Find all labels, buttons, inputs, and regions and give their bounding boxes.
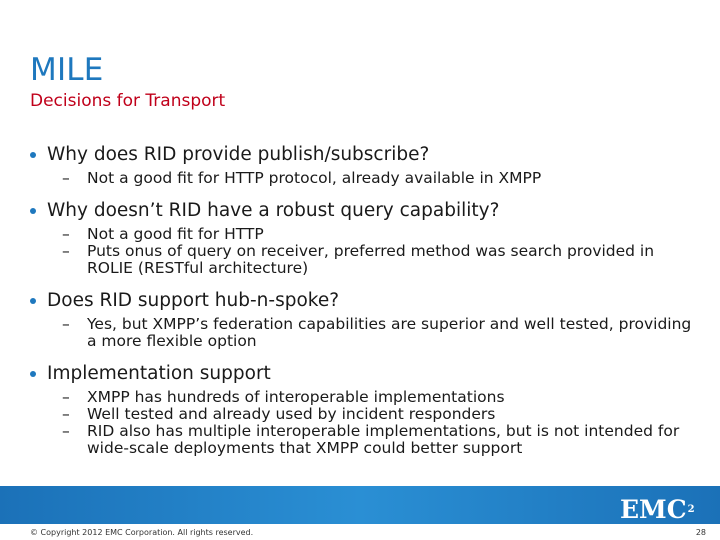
bullet-dot-icon xyxy=(30,298,36,304)
bullet-group xyxy=(30,362,700,457)
sub-bullet-text: Puts onus of query on receiver, preferred method was search provided in ROLIE (RESTful architecture) xyxy=(87,242,655,277)
sub-bullet-list xyxy=(62,226,700,277)
bullet-text: Why does RID provide publish/subscribe? xyxy=(47,144,430,165)
sub-bullet-item xyxy=(62,226,700,243)
sub-bullet-list xyxy=(62,316,700,350)
dash-icon: – xyxy=(62,169,70,187)
bullet-text: Implementation support xyxy=(47,363,271,384)
dash-icon: – xyxy=(62,225,70,243)
bullet-item xyxy=(30,199,700,223)
dash-icon: – xyxy=(62,388,70,406)
sub-bullet-item xyxy=(62,243,700,277)
sub-bullet-item xyxy=(62,170,700,187)
sub-bullet-list xyxy=(62,389,700,457)
sub-bullet-item xyxy=(62,423,700,457)
bullet-item xyxy=(30,143,700,167)
slide-title: MILE xyxy=(30,52,104,88)
slide-subtitle: Decisions for Transport xyxy=(30,91,226,111)
logo-text: EMC xyxy=(620,495,687,524)
copyright-notice: © Copyright 2012 EMC Corporation. All rights reserved. xyxy=(30,528,254,537)
sub-bullet-item xyxy=(62,389,700,406)
page-number: 28 xyxy=(695,528,706,537)
sub-bullet-text: Well tested and already used by incident responders xyxy=(87,405,496,423)
sub-bullet-text: Not a good fit for HTTP protocol, already available in XMPP xyxy=(87,169,542,187)
dash-icon: – xyxy=(62,422,70,440)
dash-icon: – xyxy=(62,315,70,333)
bullet-dot-icon xyxy=(30,208,36,214)
bullet-text: Why doesn’t RID have a robust query capability? xyxy=(47,200,500,221)
dash-icon: – xyxy=(62,405,70,423)
sub-bullet-text: Not a good fit for HTTP xyxy=(87,225,264,243)
bullet-group xyxy=(30,143,700,187)
sub-bullet-text: XMPP has hundreds of interoperable implementations xyxy=(87,388,505,406)
bullet-item xyxy=(30,362,700,386)
bullet-group xyxy=(30,289,700,350)
emc-logo xyxy=(620,495,695,524)
bullet-text: Does RID support hub-n-spoke? xyxy=(47,290,340,311)
logo-superscript: 2 xyxy=(687,504,695,515)
sub-bullet-text: Yes, but XMPP’s federation capabilities are superior and well tested, providing a more flexible option xyxy=(87,315,692,350)
sub-bullet-item xyxy=(62,406,700,423)
slide-content xyxy=(30,143,700,469)
dash-icon: – xyxy=(62,242,70,260)
sub-bullet-item xyxy=(62,316,700,350)
bullet-item xyxy=(30,289,700,313)
bullet-dot-icon xyxy=(30,152,36,158)
sub-bullet-text: RID also has multiple interoperable implementations, but is not intended for wide-scale deployments that XMPP could better support xyxy=(87,422,680,457)
sub-bullet-list xyxy=(62,170,700,187)
bullet-dot-icon xyxy=(30,371,36,377)
bullet-group xyxy=(30,199,700,277)
